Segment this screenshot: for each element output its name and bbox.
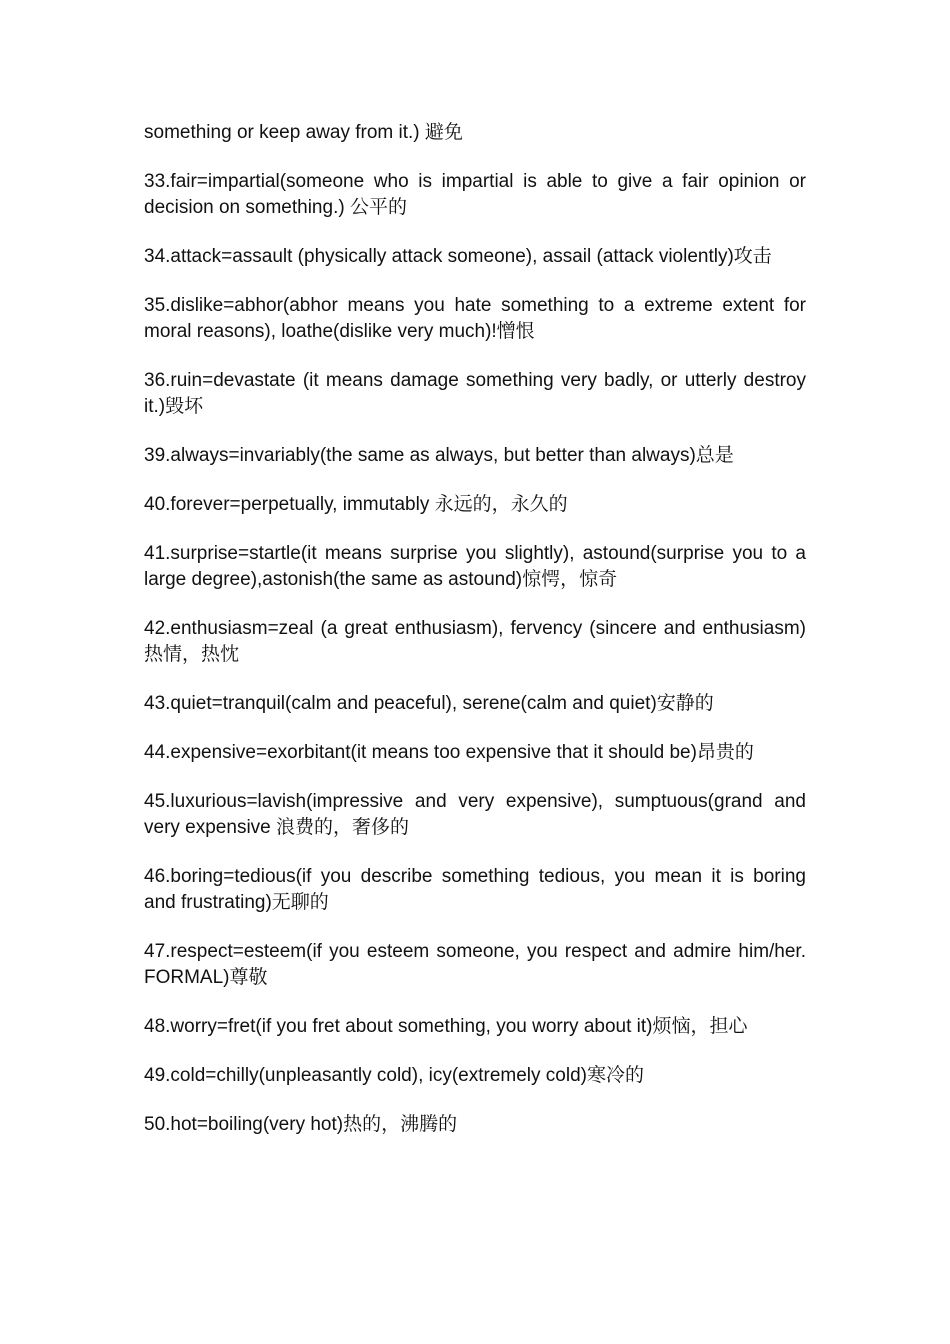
paragraph-attack: 34.attack=assault (physically attack someone), assail (attack violently)攻击 — [144, 246, 772, 267]
paragraph-quiet: 43.quiet=tranquil(calm and peaceful), serene(calm and quiet)安静的 — [144, 693, 714, 714]
paragraph-enthusiasm: 42.enthusiasm=zeal (a great enthusiasm), fervency (sincere and enthusiasm)热情，热忱 — [144, 618, 806, 665]
paragraph-ruin: 36.ruin=devastate (it means damage something very badly, or utterly destroy it.)毁坏 — [144, 370, 806, 417]
paragraph-respect: 47.respect=esteem(if you esteem someone, you respect and admire him/her. FORMAL)尊敬 — [144, 941, 806, 988]
paragraph-dislike: 35.dislike=abhor(abhor means you hate something to a extreme extent for moral reasons), loathe(dislike very much)!憎恨 — [144, 295, 806, 342]
paragraph-always: 39.always=invariably(the same as always, but better than always)总是 — [144, 445, 734, 466]
paragraph-cold: 49.cold=chilly(unpleasantly cold), icy(extremely cold)寒冷的 — [144, 1065, 644, 1086]
paragraph-surprise: 41.surprise=startle(it means surprise you slightly), astound(surprise you to a large degree),astonish(the same as astound)惊愕，惊奇 — [144, 543, 806, 590]
paragraph-avoid: something or keep away from it.) 避免 — [144, 122, 463, 143]
paragraph-fair: 33.fair=impartial(someone who is impartial is able to give a fair opinion or decision on something.) 公平的 — [144, 171, 806, 218]
paragraph-hot: 50.hot=boiling(very hot)热的，沸腾的 — [144, 1114, 458, 1135]
paragraph-luxurious: 45.luxurious=lavish(impressive and very expensive), sumptuous(grand and very expensive 浪费的，奢侈的 — [144, 791, 806, 838]
paragraph-worry: 48.worry=fret(if you fret about something, you worry about it)烦恼，担心 — [144, 1016, 748, 1037]
paragraph-forever: 40.forever=perpetually, immutably 永远的，永久的 — [144, 494, 568, 515]
document-page — [144, 120, 806, 1161]
paragraph-boring: 46.boring=tedious(if you describe something tedious, you mean it is boring and frustrating)无聊的 — [144, 866, 806, 913]
paragraph-expensive: 44.expensive=exorbitant(it means too expensive that it should be)昂贵的 — [144, 742, 754, 763]
